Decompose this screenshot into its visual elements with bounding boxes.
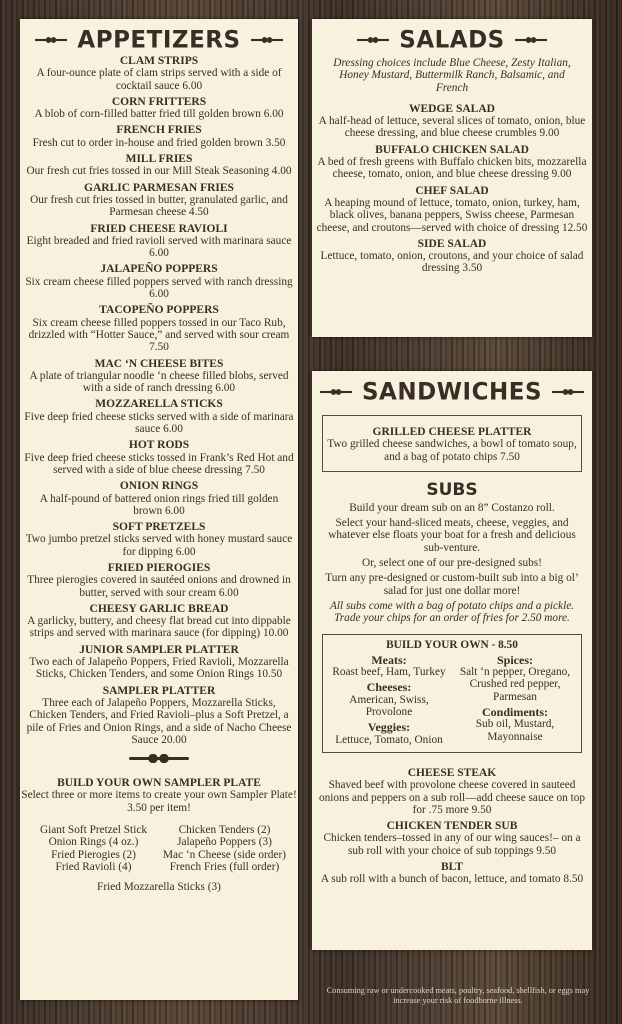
salads-title: SALADS [399,26,505,54]
menu-item [316,144,588,181]
sampler-option: Fried Pierogies (2) [51,848,136,861]
ornament-icon [35,37,67,43]
item-name: SOFT PRETZELS [112,521,206,534]
item-name: MILL FRIES [125,153,193,166]
menu-item [24,644,294,681]
subs-info [312,502,592,597]
item-description: Two jumbo pretzel sticks served with honey mustard sauce for dipping 6.00 [25,533,293,558]
ornament-icon [515,37,547,43]
salads-heading [312,24,592,56]
menu-item [24,480,294,517]
item-description: Two grilled cheese sandwiches, a bowl of tomato soup, and a bag of potato chips 7.50 [327,438,577,463]
menu-item [24,521,294,558]
ornament-icon [251,37,283,43]
item-description: Two each of Jalapeño Poppers, Fried Ravioli, Mozzarella Sticks, Chicken Tenders, and some Onion Rings 10.50 [29,656,289,681]
item-description: A bed of fresh greens with Buffalo chicken bits, mozzarella cheese, tomato, onion, and blue cheese dressing 9.00 [317,156,587,181]
build-your-own-sub [322,634,582,753]
sampler-option: Mac ‘n Cheese (side order) [163,848,286,861]
byo-category-label: Meats: [371,652,407,667]
item-description: A blob of corn-filled batter fried till golden brown 6.00 [34,108,284,121]
item-description: A garlicky, buttery, and cheesy flat bread cut into dippable strips and served with marinara sauce (for dipping) 10.00 [27,615,291,640]
item-name: JUNIOR SAMPLER PLATTER [79,643,239,656]
dressing-choices: Dressing choices include Blue Cheese, Zesty Italian, Honey Mustard, Buttermilk Ranch, Balsamic, and French [333,57,571,94]
byo-category-options: American, Swiss, Provolone [349,693,429,719]
sampler-option: Fried Ravioli (4) [55,860,132,873]
item-name: TACOPEÑO POPPERS [99,304,219,317]
sampler-option: French Fries (full order) [169,860,280,873]
byo-category-label: Spices: [497,652,533,667]
ornament-icon [552,389,584,395]
menu-item [24,685,294,746]
subs-title: SUBS [426,479,478,500]
item-description: Chicken tenders–tossed in any of our wing sauces!– on a sub roll with your choice of sub toppings 9.50 [323,832,581,857]
menu-item [24,304,294,353]
menu-item [316,238,588,275]
item-description: A plate of triangular noodle ‘n cheese filled blobs, served with a side of ranch dressing 6.00 [29,369,289,395]
byo-left-column [327,651,451,746]
item-name: SIDE SALAD [417,237,487,250]
sampler-option: Jalapeño Poppers (3) [177,836,272,849]
byo-category-options: Salt ‘n pepper, Oregano, Crushed red pepper, Parmesan [459,666,571,703]
sampler-option: Chicken Tenders (2) [178,824,271,837]
menu-item [316,820,588,857]
item-description: Five deep fried cheese sticks tossed in Frank’s Red Hot and served with a side of blue cheese dressing 7.50 [24,451,294,476]
appetizers-title: APPETIZERS [77,26,241,54]
byo-sub-title: BUILD YOUR OWN - 8.50 [386,638,518,651]
item-name: CHEESY GARLIC BREAD [89,602,229,615]
salad-list [312,103,592,275]
item-name: WEDGE SALAD [409,102,495,115]
menu-item [24,55,294,92]
item-name: BLT [441,861,463,874]
menu-item [24,439,294,476]
menu-item [24,603,294,640]
item-description: Shaved beef with provolone cheese covered in sauteed onions and peppers on a sub roll—add cheese sauce on top for .75 more 9.50 [318,779,586,816]
menu-item [316,861,588,886]
item-description: Lettuce, tomato, onion, croutons, and your choice of salad dressing 3.50 [320,250,584,275]
sampler-option: Fried Mozzarella Sticks (3) [97,881,221,894]
ornament-icon [357,37,389,43]
item-description: Fresh cut to order in-house and fried golden brown 3.50 [32,136,286,149]
item-name: SAMPLER PLATTER [102,684,216,697]
item-description: Three pierogies covered in sautéed onions and drowned in butter, served with sour cream 6.00 [27,574,291,599]
appetizer-list [20,55,298,746]
menu-item [24,124,294,149]
item-name: CHICKEN TENDER SUB [386,820,518,833]
item-description: Our fresh cut fries tossed in butter, granulated garlic, and Parmesan cheese 4.50 [30,193,288,219]
item-name: MAC ‘N CHEESE BITES [94,357,224,370]
item-name: GARLIC PARMESAN FRIES [84,181,234,194]
item-description: Five deep fried cheese sticks served with a side of marinara sauce 6.00 [24,410,294,436]
byo-category-label: Condiments: [481,705,548,720]
item-description: A half-head of lettuce, several slices of tomato, onion, blue cheese dressing, and blue cheese crumbles 9.00 [318,115,586,140]
item-description: Eight breaded and fried ravioli served with marinara sauce 6.00 [26,234,292,260]
subs-paragraph: Build your dream sub on an 8” Costanzo roll. [349,501,555,514]
menu-item [24,153,294,178]
menu-item [24,96,294,121]
menu-item [316,103,588,140]
sampler-options [28,824,290,873]
byo-category-options: Sub oil, Mustard, Mayonnaise [475,718,555,743]
byo-right-column [453,651,577,746]
menu-item [24,223,294,260]
byo-category-options: Roast beef, Ham, Turkey [332,666,446,679]
item-name: BUFFALO CHICKEN SALAD [375,143,529,156]
menu-item [316,185,588,234]
byo-category-label: Veggies: [367,720,411,735]
menu-item [316,767,588,816]
item-name: FRIED PIEROGIES [107,561,211,574]
featured-item [322,415,582,472]
item-description: Our fresh cut fries tossed in our Mill Steak Seasoning 4.00 [26,165,292,178]
sampler-option: Onion Rings (4 oz.) [48,836,139,849]
sampler-option: Giant Soft Pretzel Stick [40,824,147,837]
menu-item [24,398,294,435]
menu-item [24,562,294,599]
sandwiches-heading [312,376,592,408]
appetizers-heading [20,24,298,56]
item-description: Six cream cheese filled poppers served with ranch dressing 6.00 [25,275,293,301]
subs-paragraph: Or, select one of our pre-designed subs! [362,557,542,570]
item-name: CLAM STRIPS [119,55,199,67]
item-name: FRIED CHEESE RAVIOLI [90,222,228,235]
menu-item [24,263,294,300]
item-name: CHEF SALAD [415,184,489,197]
item-description: Six cream cheese filled poppers tossed in our Taco Rub, drizzled with “Hotter Sauce,” and served with sour cream 7.50 [28,316,290,354]
item-name: MOZZARELLA STICKS [95,398,223,411]
sandwiches-panel [312,371,592,950]
item-name: FRENCH FRIES [116,124,202,137]
item-name: CHEESE STEAK [407,766,497,779]
subs-note: All subs come with a bag of potato chips and a pickle. Trade your chips for an order of fries for 2.50 more. [329,599,575,625]
item-name: HOT RODS [128,439,190,452]
food-safety-disclaimer: Consuming raw or undercooked meats, poultry, seafood, shellfish, or eggs may increase your risk of foodborne illness. [326,986,590,1005]
subs-paragraph: Turn any pre-designed or custom-built sub into a big ol’ salad for just one dollar more! [325,572,579,597]
item-description: A sub roll with a bunch of bacon, lettuce, and tomato 8.50 [320,873,584,886]
sandwiches-title: SANDWICHES [361,378,543,406]
subs-paragraph: Select your hand-sliced meats, cheese, veggies, and whatever else floats your boat for a fresh and delicious sub-venture. [328,517,576,554]
item-name: JALAPEÑO POPPERS [100,263,218,276]
menu-item [24,182,294,219]
sub-list [312,767,592,886]
sampler-subtitle: Select three or more items to create your own Sampler Plate! 3.50 per item! [21,789,297,814]
item-description: A half-pound of battered onion rings fried till golden brown 6.00 [39,492,279,517]
ornament-icon [320,389,352,395]
byo-category-label: Cheeses: [366,680,412,695]
build-your-own-sampler [20,777,298,893]
salads-panel [312,19,592,337]
item-name: ONION RINGS [119,480,199,493]
item-description: A heaping mound of lettuce, tomato, onion, turkey, ham, black olives, banana peppers, Swiss cheese, Parmesan cheese, and croutons—served with choice of dressing 12.50 [316,196,588,234]
appetizers-panel [20,19,298,1000]
menu-item [24,358,294,395]
sampler-title: BUILD YOUR OWN SAMPLER PLATE [57,777,261,790]
byo-category-options: Lettuce, Tomato, Onion [335,733,443,746]
item-name: GRILLED CHEESE PLATTER [372,426,532,438]
item-name: CORN FRITTERS [111,95,207,108]
item-description: Three each of Jalapeño Poppers, Mozzarella Sticks, Chicken Tenders, and Fried Ravioli–plus a Soft Pretzel, a pile of Fries and Onion Rings, and a side of Nacho Cheese Sauce 20.00 [26,696,292,746]
item-description: A four-ounce plate of clam strips served with a side of cocktail sauce 6.00 [36,67,282,92]
divider-ornament-icon [129,754,189,763]
